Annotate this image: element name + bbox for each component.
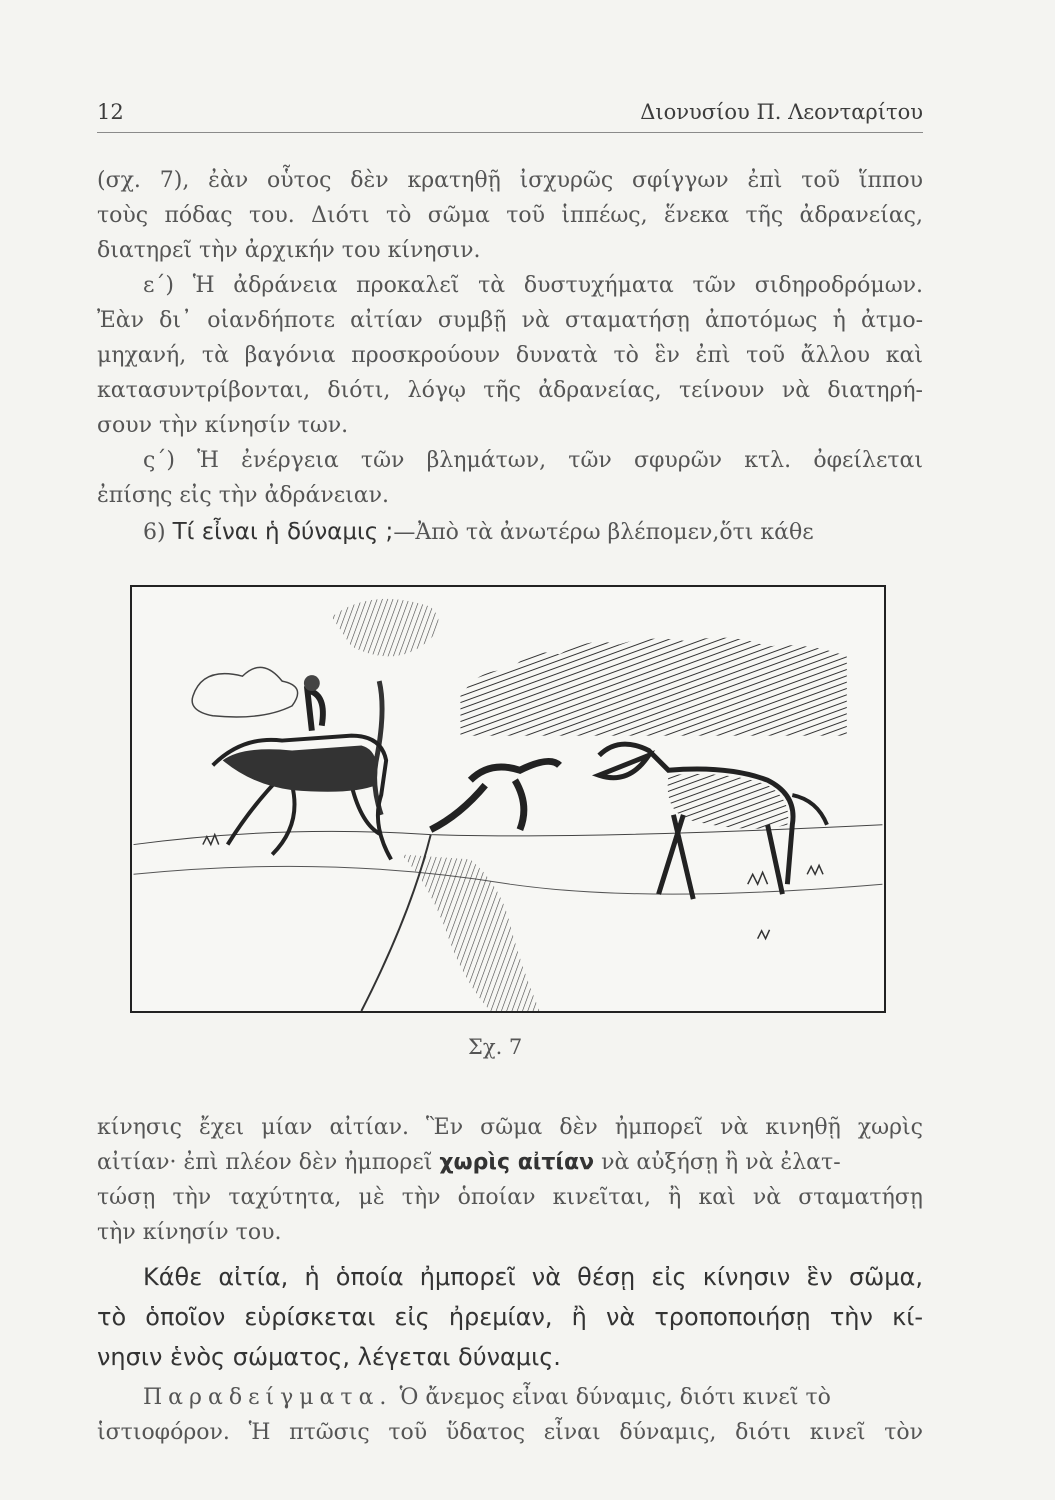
text-line: τώσῃ τὴν ταχύτητα, μὲ τὴν ὁποίαν κινεῖται, ἢ καὶ νὰ σταματήσῃ: [97, 1185, 923, 1210]
text-line: [97, 1148, 923, 1178]
figure-caption: Σχ. 7: [468, 1035, 523, 1059]
text-fragment: νὰ αὐξήσῃ ἢ νὰ ἐλατ-: [601, 1150, 841, 1175]
examples-label: Παραδείγματα.: [143, 1385, 393, 1410]
text-line: ἱστιοφόρον. Ἡ πτῶσις τοῦ ὕδατος εἶναι δύναμις, διότι κινεῖ τὸν: [97, 1420, 923, 1445]
text-line: ς΄) Ἡ ἐνέργεια τῶν βλημάτων, τῶν σφυρῶν κτλ. ὀφείλεται: [143, 448, 923, 473]
text-line: τοὺς πόδας του. Διότι τὸ σῶμα τοῦ ἱππέως, ἕνεκα τῆς ἀδρανείας,: [97, 203, 923, 228]
text-line: Ἐὰν δι᾿ οἱανδήποτε αἰτίαν συμβῇ νὰ σταματήσῃ ἀποτόμως ἡ ἀτμο-: [97, 308, 923, 333]
text-line: σουν τὴν κίνησίν των.: [97, 413, 349, 438]
text-line: —Ἀπὸ τὰ ἀνωτέρω βλέπομεν,ὅτι κάθε: [393, 520, 814, 545]
text-fragment: Ὁ ἄνεμος εἶναι δύναμις, διότι κινεῖ τὸ: [399, 1385, 831, 1410]
section-number: 6): [143, 520, 166, 545]
text-line: κατασυντρίβονται, διότι, λόγῳ τῆς ἀδρανείας, τείνουν νὰ διατηρή-: [97, 378, 923, 403]
text-line: διατηρεῖ τὴν ἀρχικήν του κίνησιν.: [97, 238, 481, 263]
text-line: τὴν κίνησίν του.: [97, 1220, 282, 1245]
section-heading: Τί εἶναι ἡ δύναμις ;: [172, 519, 394, 545]
definition-line: Κάθε αἰτία, ἡ ὁποία ἠμπορεῖ νὰ θέσῃ εἰς κίνησιν ἓν σῶμα,: [143, 1263, 923, 1291]
text-line: (σχ. 7), ἐὰν οὗτος δὲν κρατηθῇ ἰσχυρῶς σφίγγων ἐπὶ τοῦ ἵππου: [97, 168, 923, 193]
section-heading-line: [143, 517, 923, 548]
running-head-author: Διονυσίου Π. Λεονταρίτου: [640, 100, 923, 124]
text-line: κίνησις ἔχει μίαν αἰτίαν. Ἓν σῶμα δὲν ἠμπορεῖ νὰ κινηθῇ χωρὶς: [97, 1115, 923, 1140]
page-number: 12: [97, 100, 124, 124]
running-header: [97, 98, 923, 133]
illustration-horse-rider-fall: [130, 585, 886, 1013]
text-fragment: αἰτίαν· ἐπὶ πλέον δὲν ἠμπορεῖ: [97, 1150, 433, 1175]
text-line: μηχανή, τὰ βαγόνια προσκρούουν δυνατὰ τὸ ἓν ἐπὶ τοῦ ἄλλου καὶ: [97, 343, 923, 368]
text-line: ε΄) Ἡ ἀδράνεια προκαλεῖ τὰ δυστυχήματα τῶν σιδηροδρόμων.: [143, 273, 923, 298]
text-line: [143, 1383, 923, 1413]
emphasis-text: χωρὶς αἰτίαν: [439, 1150, 595, 1175]
definition-line: τὸ ὁποῖον εὑρίσκεται εἰς ἠρεμίαν, ἢ νὰ τροποποιήσῃ τὴν κί-: [97, 1303, 923, 1331]
definition-line: νησιν ἑνὸς σώματος, λέγεται δύναμις.: [97, 1343, 561, 1371]
text-line: ἐπίσης εἰς τὴν ἀδράνειαν.: [97, 483, 389, 508]
